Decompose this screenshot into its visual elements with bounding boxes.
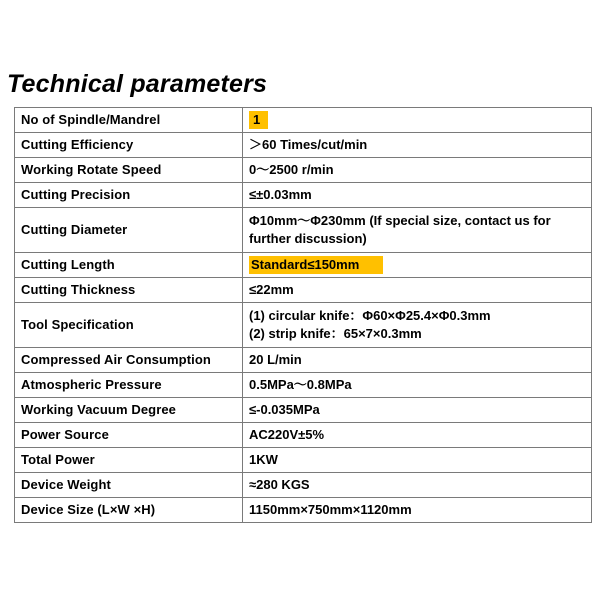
param-label: Compressed Air Consumption [15, 348, 243, 373]
table-row [15, 448, 592, 473]
table-row [15, 348, 592, 373]
param-value: 1KW [243, 448, 592, 473]
param-value: 20 L/min [243, 348, 592, 373]
param-value-line: (1) circular knife：Φ60×Φ25.4×Φ0.3mm [249, 308, 491, 323]
parameters-table [14, 107, 592, 523]
highlighted-value: 1 [249, 111, 268, 129]
param-value [243, 108, 592, 133]
param-value: ≤-0.035MPa [243, 398, 592, 423]
param-value: ≈280 KGS [243, 473, 592, 498]
table-row [15, 253, 592, 278]
param-value [243, 303, 592, 348]
param-value: ＞60 Times/cut/min [243, 133, 592, 158]
table-row [15, 498, 592, 523]
param-value: ≤±0.03mm [243, 183, 592, 208]
table-row [15, 473, 592, 498]
table-row [15, 208, 592, 253]
table-row [15, 373, 592, 398]
param-value: ≤22mm [243, 278, 592, 303]
param-value: AC220V±5% [243, 423, 592, 448]
param-label: Cutting Efficiency [15, 133, 243, 158]
param-label: Working Vacuum Degree [15, 398, 243, 423]
param-label: Working Rotate Speed [15, 158, 243, 183]
param-value: 0.5MPa～0.8MPa [243, 373, 592, 398]
param-value: 0～2500 r/min [243, 158, 592, 183]
table-row [15, 108, 592, 133]
table-row [15, 278, 592, 303]
table-row [15, 423, 592, 448]
param-label: Device Size (L×W ×H) [15, 498, 243, 523]
page-title: Technical parameters [7, 70, 268, 98]
table-row [15, 133, 592, 158]
param-value-line: (2) strip knife：65×7×0.3mm [249, 326, 422, 341]
param-label: Cutting Length [15, 253, 243, 278]
param-label: Device Weight [15, 473, 243, 498]
param-label: Power Source [15, 423, 243, 448]
highlighted-value: Standard≤150mm [249, 256, 383, 274]
param-label: Total Power [15, 448, 243, 473]
table-row [15, 303, 592, 348]
param-label: Atmospheric Pressure [15, 373, 243, 398]
table-row [15, 158, 592, 183]
param-value: 1150mm×750mm×1120mm [243, 498, 592, 523]
param-label: Cutting Precision [15, 183, 243, 208]
param-value [243, 253, 592, 278]
param-label: Tool Specification [15, 303, 243, 348]
table-row [15, 183, 592, 208]
table-row [15, 398, 592, 423]
param-label: No of Spindle/Mandrel [15, 108, 243, 133]
param-label: Cutting Diameter [15, 208, 243, 253]
param-label: Cutting Thickness [15, 278, 243, 303]
param-value: Φ10mm～Φ230mm (If special size, contact us for further discussion) [243, 208, 592, 253]
